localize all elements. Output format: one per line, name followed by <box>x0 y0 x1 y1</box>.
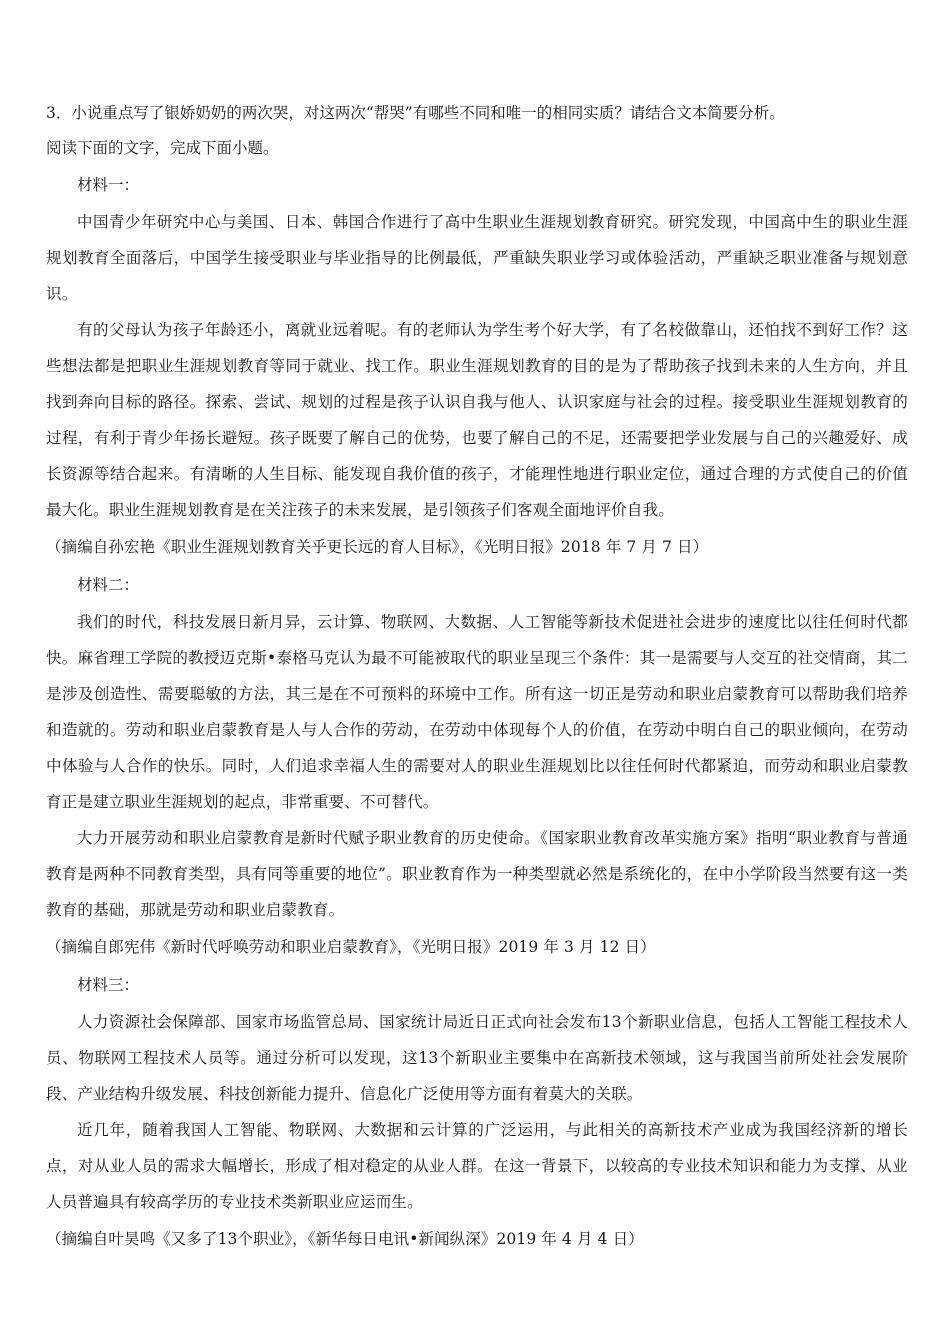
material-one <box>46 166 908 566</box>
material-three <box>46 966 908 1258</box>
material-source: （摘编自郎宪伟《新时代呼唤劳动和职业启蒙教育》，《光明日报》2019 年 3 月 12 日） <box>46 938 656 956</box>
material-source: （摘编自孙宏艳《职业生涯规划教育关乎更长远的育人目标》，《光明日报》2018 年 7 月 7 日） <box>46 538 709 556</box>
material-heading: 材料二： <box>77 576 140 594</box>
material-paragraph: 中国青少年研究中心与美国、日本、韩国合作进行了高中生职业生涯规划教育研究。研究发现，中国高中生的职业生涯规划教育全面落后，中国学生接受职业与毕业指导的比例最低，严重缺失职业学习或体验活动，严重缺乏职业准备与规划意识。 <box>46 213 908 303</box>
document-page <box>46 96 908 1258</box>
material-paragraph: 人力资源社会保障部、国家市场监管总局、国家统计局近日正式向社会发布13个新职业信息，包括人工智能工程技术人员、物联网工程技术人员等。通过分析可以发现，这13个新职业主要集中在高新技术领域，这与我国当前所处社会发展阶段、产业结构升级发展、科技创新能力提升、信息化广泛使用等方面有着莫大的关联。 <box>46 1013 908 1103</box>
material-heading: 材料三： <box>77 976 140 994</box>
material-paragraph: 大力开展劳动和职业启蒙教育是新时代赋予职业教育的历史使命。《国家职业教育改革实施方案》指明“职业教育与普通教育是两种不同教育类型，具有同等重要的地位”。职业教育作为一种类型就必然是系统化的，在中小学阶段当然要有这一类教育的基础，那就是劳动和职业启蒙教育。 <box>46 829 908 919</box>
material-heading: 材料一： <box>77 176 140 194</box>
material-paragraph: 有的父母认为孩子年龄还小，离就业远着呢。有的老师认为学生考个好大学，有了名校做靠山，还怕找不到好工作？这些想法都是把职业生涯规划教育等同于就业、找工作。职业生涯规划教育的目的是为了帮助孩子找到未来的人生方向，并且找到奔向目标的路径。探索、尝试、规划的过程是孩子认识自我与他人、认识家庭与社会的过程。接受职业生涯规划教育的过程，有利于青少年扬长避短。孩子既要了解自己的优势，也要了解自己的不足，还需要把学业发展与自己的兴趣爱好、成长资源等结合起来。有清晰的人生目标、能发现自我价值的孩子，才能理性地进行职业定位，通过合理的方式使自己的价值最大化。职业生涯规划教育是在关注孩子的未来发展，是引领孩子们客观全面地评价自我。 <box>46 321 908 519</box>
material-paragraph: 我们的时代，科技发展日新月异，云计算、物联网、大数据、人工智能等新技术促进社会进步的速度比以往任何时代都快。麻省理工学院的教授迈克斯•泰格马克认为最不可能被取代的职业呈现三个条件：其一是需要与人交互的社交情商，其二是涉及创造性、需要聪敏的方法，其三是在不可预料的环境中工作。所有这一切正是劳动和职业启蒙教育可以帮助我们培养和造就的。劳动和职业启蒙教育是人与人合作的劳动，在劳动中体现每个人的价值，在劳动中明白自己的职业倾向，在劳动中体验与人合作的快乐。同时，人们追求幸福人生的需要对人的职业生涯规划比以往任何时代都紧迫，而劳动和职业启蒙教育正是建立职业生涯规划的起点，非常重要、不可替代。 <box>46 613 908 811</box>
material-source: （摘编自叶昊鸣《又多了13个职业》，《新华每日电讯•新闻纵深》2019 年 4 月 4 日） <box>46 1230 644 1248</box>
material-paragraph: 近几年，随着我国人工智能、物联网、大数据和云计算的广泛运用，与此相关的高新技术产业成为我国经济新的增长点，对从业人员的需求大幅增长，形成了相对稳定的从业人群。在这一背景下，以较高的专业技术知识和能力为支撑、从业人员普遍具有较高学历的专业技术类新职业应运而生。 <box>46 1121 908 1211</box>
material-two <box>46 566 908 966</box>
reading-instruction: 阅读下面的文字，完成下面小题。 <box>46 139 279 157</box>
question-text: 3．小说重点写了银娇奶奶的两次哭，对这两次“帮哭”有哪些不同和唯一的相同实质？请结合文本简要分析。 <box>46 104 785 122</box>
